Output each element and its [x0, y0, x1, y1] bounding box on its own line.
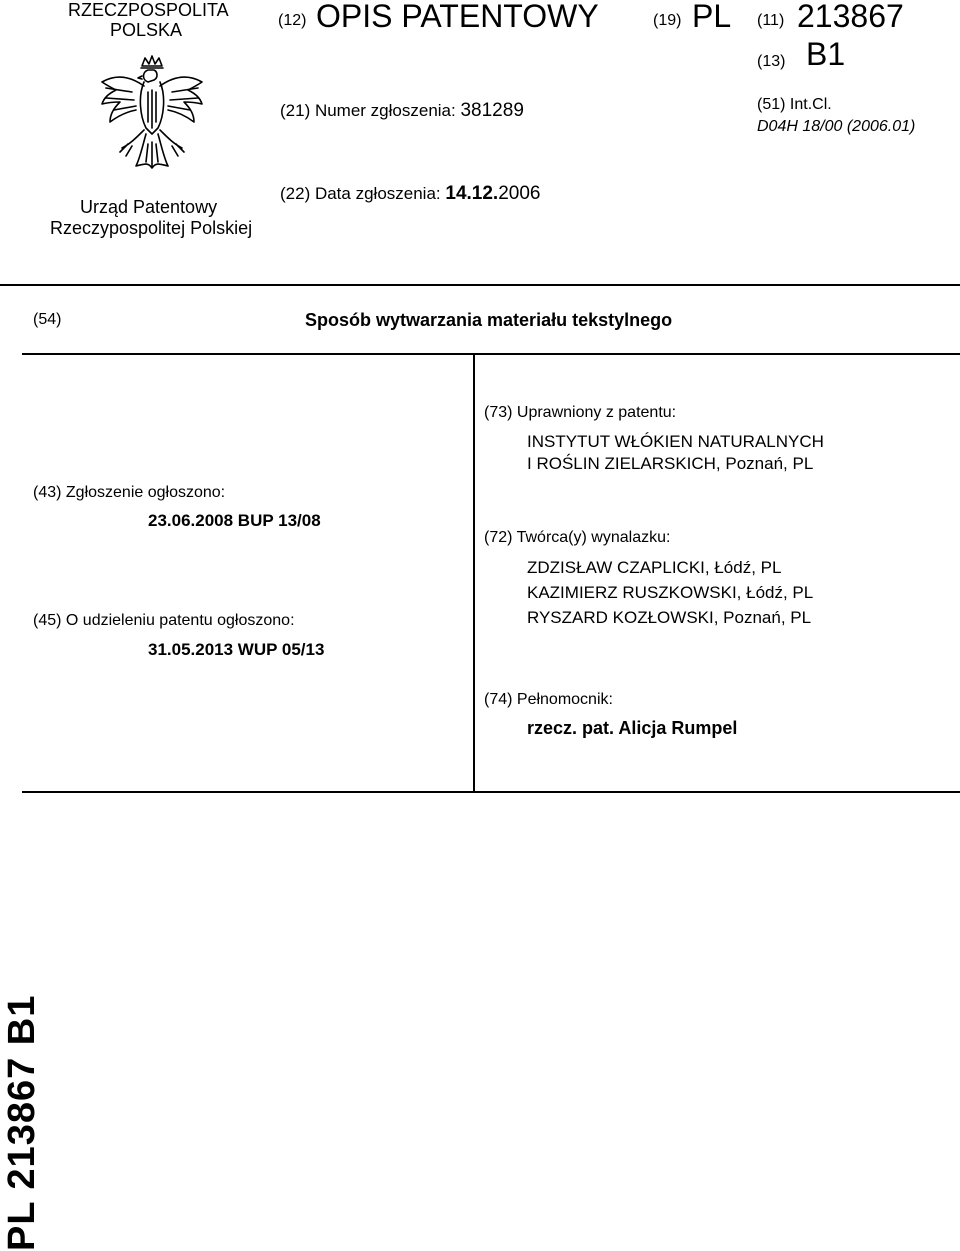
code-72-label: (72) Twórca(y) wynalazku: — [484, 529, 671, 546]
inventor-1: ZDZISŁAW CZAPLICKI, Łódź, PL — [527, 558, 782, 577]
code-21-text: (21) Numer zgłoszenia: — [280, 101, 456, 120]
country-code: PL — [692, 0, 732, 34]
patent-number: 213867 — [797, 0, 904, 34]
code-73-label: (73) Uprawniony z patentu: — [484, 404, 677, 421]
code-51-label: (51) Int.Cl. — [757, 96, 832, 113]
ipc-classification: D04H 18/00 (2006.01) — [757, 118, 916, 135]
inventor-3: RYSZARD KOZŁOWSKI, Poznań, PL — [527, 608, 812, 627]
code-12: (12) — [278, 12, 307, 29]
divider-title-bottom — [22, 353, 960, 355]
code-21-label — [280, 100, 524, 122]
attorney-name: rzecz. pat. Alicja Rumpel — [527, 718, 738, 738]
code-11: (11) — [757, 12, 785, 29]
code-22-text: (22) Data zgłoszenia: — [280, 184, 441, 203]
code-54: (54) — [33, 311, 62, 328]
application-number: 381289 — [460, 100, 524, 121]
kind-code: B1 — [806, 36, 846, 72]
column-divider — [473, 353, 475, 791]
filing-date-daymonth: 14.12. — [445, 183, 499, 204]
code-45-value: 31.05.2013 WUP 05/13 — [148, 640, 325, 659]
code-43-label: (43) Zgłoszenie ogłoszono: — [33, 484, 226, 501]
code-74-label: (74) Pełnomocnik: — [484, 691, 613, 708]
code-13: (13) — [757, 53, 786, 70]
owner-line2: I ROŚLIN ZIELARSKICH, Poznań, PL — [527, 454, 814, 473]
code-45-label: (45) O udzieleniu patentu ogłoszono: — [33, 612, 295, 629]
invention-title: Sposób wytwarzania materiału tekstylnego — [305, 310, 673, 330]
country-name-line2: POLSKA — [110, 20, 183, 40]
divider-top — [0, 284, 960, 286]
code-43-value: 23.06.2008 BUP 13/08 — [148, 511, 321, 530]
side-patent-code: PL 213867 B1 — [1, 994, 43, 1251]
document-type: OPIS PATENTOWY — [316, 0, 599, 34]
inventor-2: KAZIMIERZ RUSZKOWSKI, Łódź, PL — [527, 583, 814, 602]
office-name-line1: Urząd Patentowy — [80, 197, 218, 217]
country-name-line1: RZECZPOSPOLITA — [68, 0, 229, 20]
polish-eagle-emblem-icon — [92, 52, 212, 182]
divider-bottom — [22, 791, 960, 793]
owner-line1: INSTYTUT WŁÓKIEN NATURALNYCH — [527, 432, 824, 451]
filing-date-year: 2006 — [498, 183, 541, 204]
office-name-line2: Rzeczypospolitej Polskiej — [50, 218, 253, 238]
code-19: (19) — [653, 12, 682, 29]
code-22-label — [280, 183, 540, 205]
